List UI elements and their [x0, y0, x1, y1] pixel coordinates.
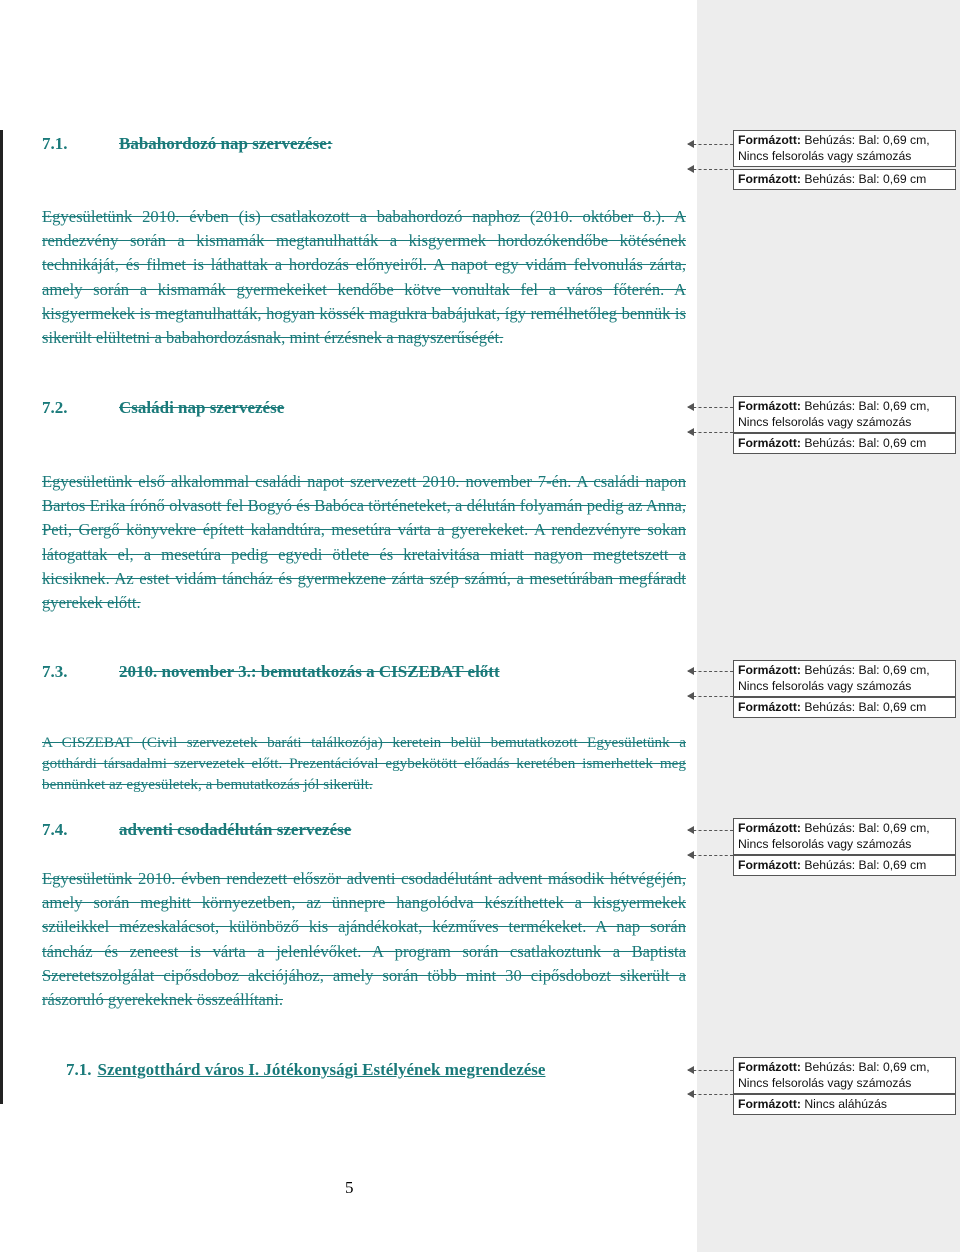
note-text: Behúzás: Bal: 0,69 cm,: [804, 1060, 930, 1074]
comment-arrow: [688, 407, 733, 408]
section-heading: [42, 820, 351, 840]
note-label: Formázott:: [738, 1097, 801, 1111]
page-number: 5: [345, 1178, 354, 1197]
note-label: Formázott:: [738, 133, 801, 147]
note-text: Nincs felsorolás vagy számozás: [738, 679, 912, 693]
note-label: Formázott:: [738, 436, 801, 450]
format-note[interactable]: [733, 697, 956, 718]
section-paragraph: Egyesületünk 2010. évben rendezett először adventi csodadélutánt advent második hétvégéjén, amely során meghitt környezetben, az ünnepre hangolódva készíthettek a kisgyermekek szüleikkel mézeskalácsot, különböző kis ajándékokat, kézműves termékeket. A nap során táncház és zeneest is várta a jelenlévőket. A program során csatlakoztunk a Baptista Szeretetszolgálat cipősdoboz akciójához, amely során több mint 30 cipősdobozt sikerült a rászoruló gyerekeknek összeállítani.: [42, 869, 686, 1010]
note-text: Behúzás: Bal: 0,69 cm,: [804, 821, 930, 835]
note-text: Nincs felsorolás vagy számozás: [738, 149, 912, 163]
section-heading: [66, 1060, 545, 1080]
section-heading: [42, 134, 332, 154]
note-text: Behúzás: Bal: 0,69 cm: [804, 700, 927, 714]
note-text: Behúzás: Bal: 0,69 cm: [804, 172, 927, 186]
note-text: Behúzás: Bal: 0,69 cm,: [804, 663, 930, 677]
note-text: Behúzás: Bal: 0,69 cm,: [804, 133, 930, 147]
note-label: Formázott:: [738, 663, 801, 677]
section-paragraph: A CISZEBAT (Civil szervezetek baráti találkozója) keretein belül bemutatkozott Egyesületünk a gotthárdi társadalmi szervezetek előtt. Prezentációval egybekötött előadás keretében ismerhettek meg bennünket az egyesületek, a bemutatkozás jól sikerült.: [42, 734, 686, 793]
section-number: 7.3.: [42, 662, 68, 681]
note-text: Behúzás: Bal: 0,69 cm,: [804, 399, 930, 413]
note-text: Nincs felsorolás vagy számozás: [738, 837, 912, 851]
format-note[interactable]: [733, 1094, 956, 1115]
section-title: 2010. november 3.: bemutatkozás a CISZEBAT előtt: [119, 662, 500, 681]
note-text: Nincs aláhúzás: [804, 1097, 888, 1111]
comment-arrow: [688, 855, 733, 856]
note-text: Behúzás: Bal: 0,69 cm: [804, 436, 927, 450]
section-title: Családi nap szervezése: [119, 398, 285, 417]
comment-arrow: [688, 830, 733, 831]
comment-arrow: [688, 671, 733, 672]
format-note[interactable]: [733, 855, 956, 876]
format-note[interactable]: [733, 396, 956, 433]
format-note[interactable]: [733, 169, 956, 190]
note-label: Formázott:: [738, 858, 801, 872]
note-label: Formázott:: [738, 821, 801, 835]
note-label: Formázott:: [738, 1060, 801, 1074]
note-label: Formázott:: [738, 700, 801, 714]
note-text: Nincs felsorolás vagy számozás: [738, 415, 912, 429]
note-label: Formázott:: [738, 172, 801, 186]
comment-arrow: [688, 144, 733, 145]
section-number: 7.2.: [42, 398, 68, 417]
note-label: Formázott:: [738, 399, 801, 413]
format-note[interactable]: [733, 1057, 956, 1094]
section-number: 7.4.: [42, 820, 68, 839]
note-text: Nincs felsorolás vagy számozás: [738, 1076, 912, 1090]
format-note[interactable]: [733, 130, 956, 167]
section-paragraph: Egyesületünk első alkalommal családi napot szervezett 2010. november 7-én. A családi napon Bartos Erika írónő olvasott fel Bogyó és Babóca történeteket, a délután folyamán pedig az Anna, Peti, Gergő könyvekre épített kalandtúra, mesetúra várta a gyerekeket. A rendezvényre sokan látogattak el, a mesetúra pedig egyedi ötlete és kretaivitása miatt nagyon megtetszett a kicsiknek. Az estet vidám táncház és gyermekzene zárta szép számú, a mesetúrában megfáradt gyerekek előtt.: [42, 472, 686, 613]
comment-arrow: [688, 432, 733, 433]
comment-arrow: [688, 169, 733, 170]
section-number: 7.1.: [66, 1060, 92, 1079]
format-note[interactable]: [733, 660, 956, 697]
format-note[interactable]: [733, 818, 956, 855]
section-title: Babahordozó nap szervezése:: [119, 134, 333, 153]
comment-arrow: [688, 696, 733, 697]
section-title: adventi csodadélután szervezése: [119, 820, 352, 839]
section-heading: [42, 662, 500, 682]
comment-arrow: [688, 1094, 733, 1095]
format-note[interactable]: [733, 433, 956, 454]
section-number: 7.1.: [42, 134, 68, 153]
section-paragraph: Egyesületünk 2010. évben (is) csatlakozott a babahordozó naphoz (2010. október 8.). A rendezvény során a kismamák megtanulhatták a kisgyermek hordozókendőbe kötésének technikáját, és filmet is láthattak a hordozás előnyeiről. A napot egy vidám felvonulás zárta, amely során a kismamák gyermekeiket kendőbe kötve vonultak fel a város főterén. A kisgyermekek is megtanulhatták, hogyan kössék magukra babájukat, így remélhetőleg bennük is sikerült elültetni a babahordozásnak, mint érzésnek a nagyszerűségét.: [42, 207, 686, 348]
change-bar: [0, 130, 3, 1104]
section-heading: [42, 398, 284, 418]
note-text: Behúzás: Bal: 0,69 cm: [804, 858, 927, 872]
section-title: Szentgotthárd város I. Jótékonysági Estélyének megrendezése: [97, 1060, 546, 1079]
comment-arrow: [688, 1070, 733, 1071]
